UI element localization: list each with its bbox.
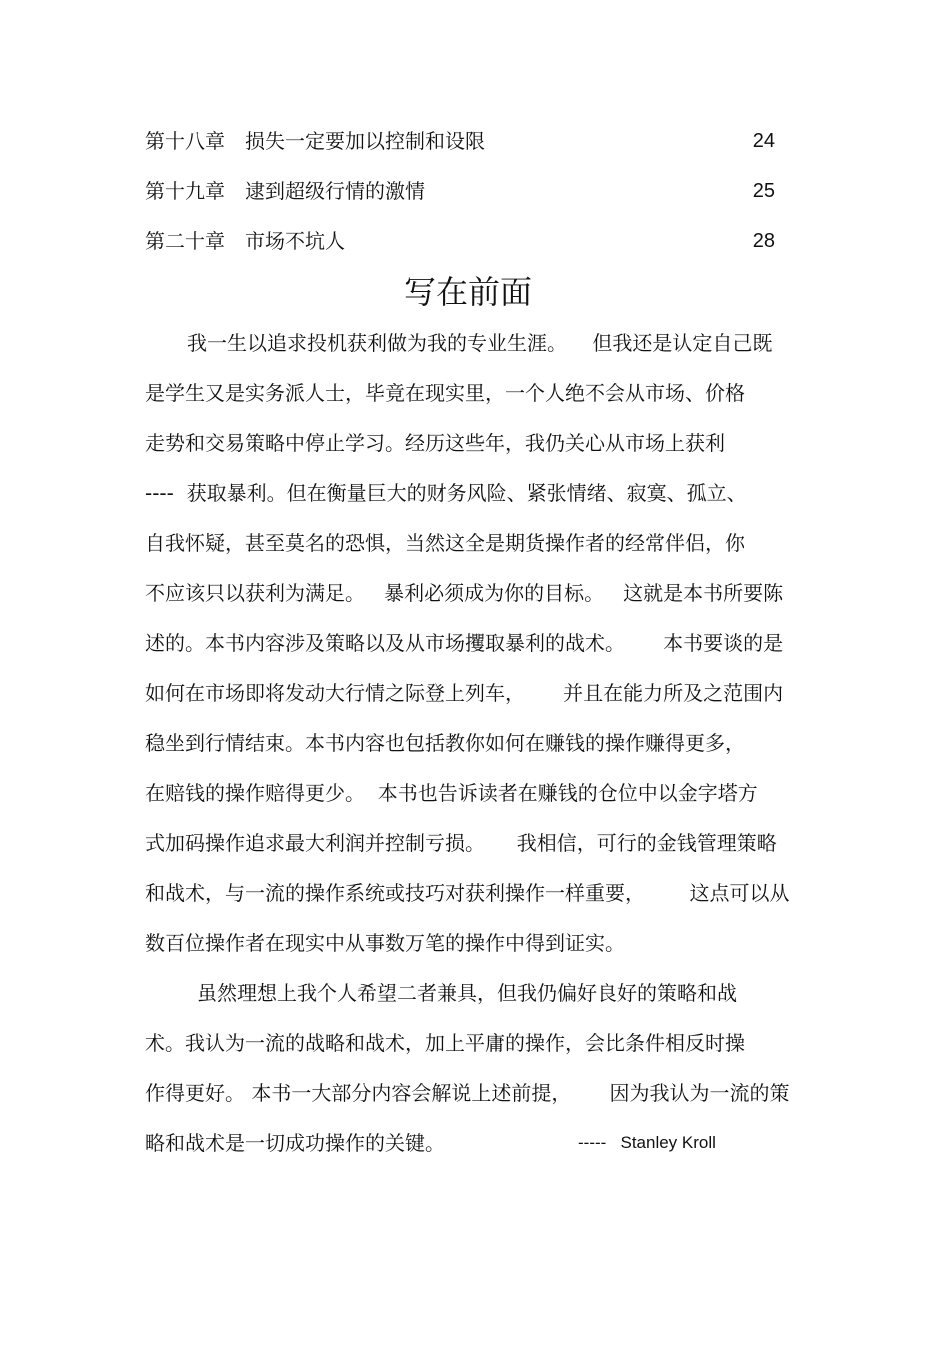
toc-entry [145,176,775,206]
text-line: 和战术，与一流的操作系统或技巧对获利操作一样重要， 这点可以从 [145,881,790,905]
toc-page-number: 24 [752,130,775,152]
toc-chapter-title: 市场不坑人 [245,229,345,253]
text-line: 虽然理想上我个人希望二者兼具，但我仍偏好良好的策略和战 [197,981,737,1005]
text-line: ---- 获取暴利。但在衡量巨大的财务风险、紧张情绪、寂寞、孤立、 [145,481,747,505]
text-line: 如何在市场即将发动大行情之际登上列车， 并且在能力所及之范围内 [145,681,784,705]
toc-chapter-number: 第十九章 [145,179,225,203]
toc-entry [145,226,775,256]
toc-chapter-number: 第二十章 [145,229,225,253]
toc-page-number: 28 [752,230,775,252]
text-line: 是学生又是实务派人士，毕竟在现实里，一个人绝不会从市场、价格 [145,381,745,405]
text-line: 我一生以追求投机获利做为我的专业生涯。 但我还是认定自己既 [187,331,773,355]
text-line: 数百位操作者在现实中从事数万笔的操作中得到证实。 [145,931,625,955]
author-signature: ----- Stanley Kroll [578,1133,716,1152]
text-line: 术。我认为一流的战略和战术，加上平庸的操作，会比条件相反时操 [145,1031,745,1055]
text-line: 不应该只以获利为满足。 暴利必须成为你的目标。 这就是本书所要陈 [145,581,784,605]
toc-chapter-title: 逮到超级行情的激情 [245,179,425,203]
text-line: 作得更好。 本书一大部分内容会解说上述前提， 因为我认为一流的策 [145,1081,790,1105]
text-line: 略和战术是一切成功操作的关键。 [145,1131,445,1155]
text-line: 走势和交易策略中停止学习。经历这些年，我仍关心从市场上获利 [145,431,725,455]
toc-entry [145,126,775,156]
toc-page-number: 25 [752,180,775,202]
toc-chapter-title: 损失一定要加以控制和设限 [245,129,485,153]
text-line: 述的。本书内容涉及策略以及从市场攫取暴利的战术。 本书要谈的是 [145,631,784,655]
text-line: 自我怀疑，甚至莫名的恐惧，当然这全是期货操作者的经常伴侣，你 [145,531,745,555]
text-line: 稳坐到行情结束。本书内容也包括教你如何在赚钱的操作赚得更多， [145,731,745,755]
text-line: 在赔钱的操作赔得更少。 本书也告诉读者在赚钱的仓位中以金字塔方 [145,781,758,805]
section-title: 写在前面 [403,273,532,311]
toc-chapter-number: 第十八章 [145,129,225,153]
text-line: 式加码操作追求最大利润并控制亏损。 我相信，可行的金钱管理策略 [145,831,777,855]
